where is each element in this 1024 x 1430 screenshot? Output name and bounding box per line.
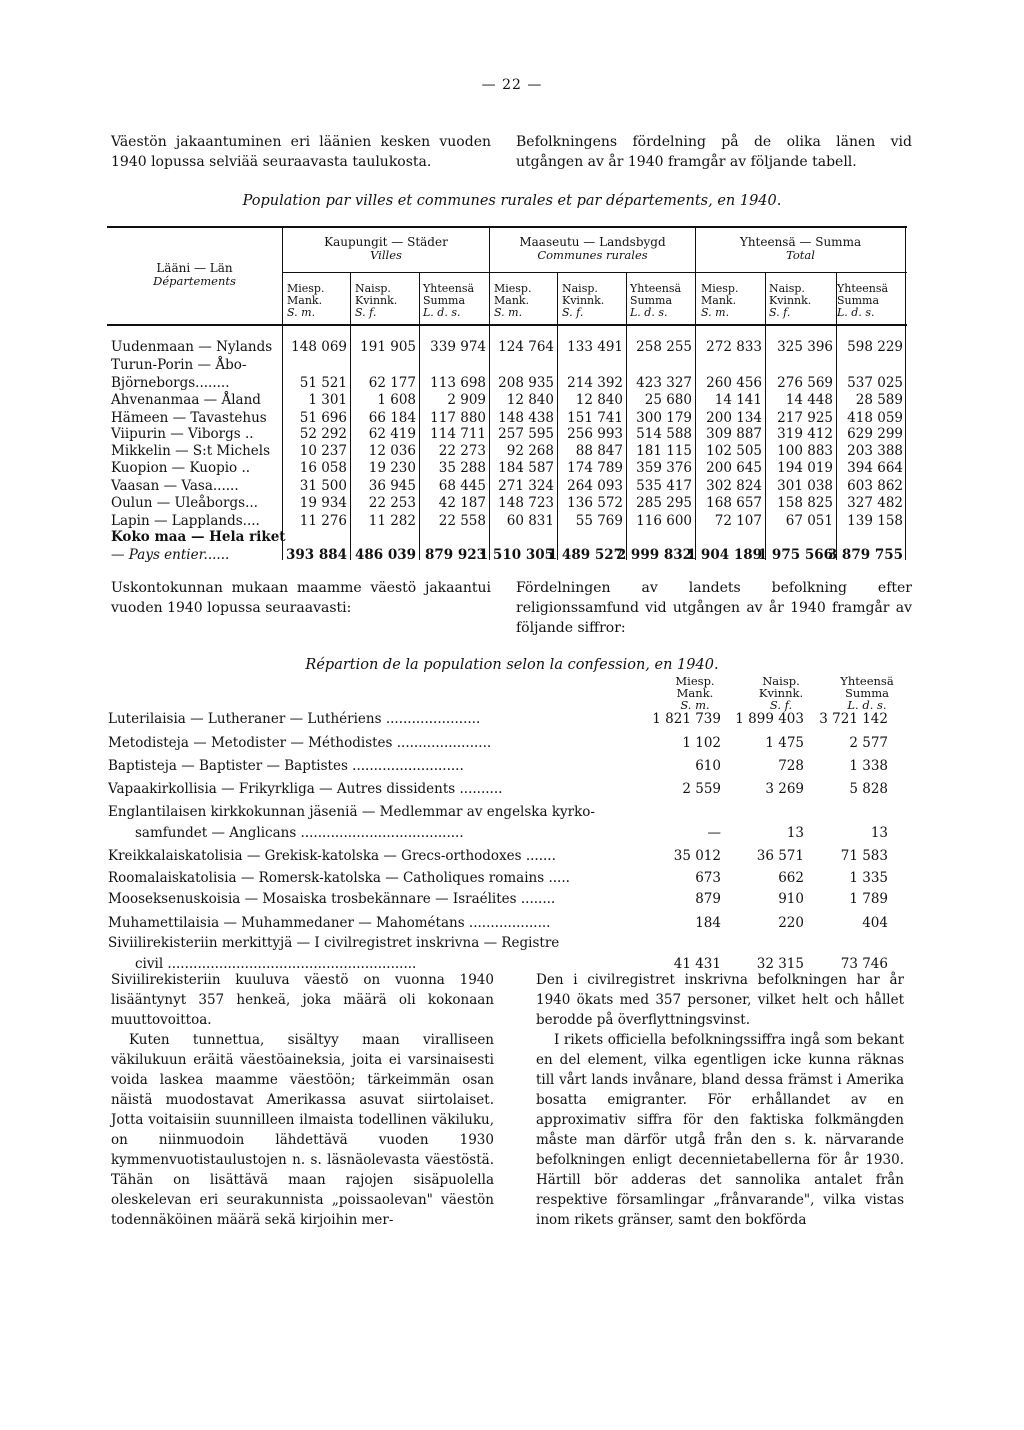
table-cell: 158 825	[777, 495, 833, 511]
cities-header: Kaupungit — Städer Villes	[324, 235, 448, 262]
table-cell: 10 237	[299, 443, 347, 459]
table-cell: 514 588	[636, 426, 692, 442]
subheader-sum: Yhteensä Summa L. d. s.	[630, 282, 682, 319]
table-cell: 14 448	[785, 392, 833, 408]
table-cell: 301 038	[777, 478, 833, 494]
table-cell: 12 036	[368, 443, 416, 459]
religion-cell: 220	[778, 915, 804, 931]
row-label: Turun-Porin — Åbo-	[111, 357, 247, 373]
religion-cell: 910	[778, 891, 804, 907]
table-cell: 258 255	[636, 339, 692, 355]
table-cell: 535 417	[636, 478, 692, 494]
rel-female-header: Naisp. Kvinnk. S. f.	[758, 674, 804, 712]
religion-cell: 3 269	[765, 781, 804, 797]
intro-fi: Väestön jakaantuminen eri läänien kesken vuoden 1940 lopussa selviää seuraavasta taulukosta.	[111, 134, 491, 170]
table-cell: 35 288	[438, 460, 486, 476]
region-header: Lääni — Län Départements	[153, 261, 236, 288]
table-cell: 200 134	[706, 410, 762, 426]
religion-row-label: Baptisteja — Baptister — Baptistes ..........................	[108, 758, 464, 774]
total-header: Yhteensä — Summa Total	[739, 235, 862, 262]
row-label: Mikkelin — S:t Michels	[111, 443, 271, 459]
religion-cell: 32 315	[756, 956, 804, 972]
table-cell: 42 187	[438, 495, 486, 511]
table-cell: 300 179	[636, 410, 692, 426]
table-cell: 68 445	[438, 478, 486, 494]
table-cell: 14 141	[714, 392, 762, 408]
row-label: Koko maa — Hela riket	[111, 529, 286, 545]
religion-row-label: Mooseksenuskoisia — Mosaiska trosbekännare — Israélites ........	[108, 891, 556, 907]
religion-cell: 73 746	[840, 956, 888, 972]
table-cell: 19 230	[368, 460, 416, 476]
table-cell: 214 392	[567, 375, 623, 391]
row-label: Björneborgs........	[111, 375, 230, 391]
rule-header-bottom	[107, 324, 907, 326]
row-label: Oulun — Uleåborgs...	[111, 495, 258, 511]
table-cell: 208 935	[498, 375, 554, 391]
table-cell: 203 388	[847, 443, 903, 459]
table-cell: 256 993	[567, 426, 623, 442]
table-cell: 52 292	[299, 426, 347, 442]
table-cell: 114 711	[430, 426, 486, 442]
religion-cell: 1 335	[849, 870, 888, 886]
table-cell: 72 107	[714, 513, 762, 529]
vrule-4	[905, 228, 906, 560]
body-sv-p2: I rikets officiella befolkningssiffra ingå som bekant en del element, vilka egentligen icke kunna räknas till vårt lands invånare, bland dessa främst i Amerika bosatta emigranter. För erhållandet av en approximativ siffra för den faktiska folkmängden måste man därför utgå från den s. k. närvarande befolkningen enligt decennietabellerna för år 1930. Härtill bör adderas det sannolika antalet från respektive församlingar „frånvarande", vilka vistas inom rikets gränser, samt den bokförda	[536, 1032, 904, 1228]
table-cell: 3 879 755	[827, 547, 903, 563]
body-sv	[536, 970, 904, 1230]
row-label: Hämeen — Tavastehus	[111, 410, 267, 426]
table-cell: 124 764	[498, 339, 554, 355]
table-cell: 271 324	[498, 478, 554, 494]
table-cell: 276 569	[777, 375, 833, 391]
table-cell: 100 883	[777, 443, 833, 459]
table-cell: 60 831	[506, 513, 554, 529]
religion-cell: 5 828	[849, 781, 888, 797]
religion-cell: 1 899 403	[735, 711, 804, 727]
table-cell: 151 741	[567, 410, 623, 426]
subheader-sum: Yhteensä Summa L. d. s.	[423, 282, 475, 319]
table-cell: 31 500	[299, 478, 347, 494]
religion-cell: 184	[695, 915, 721, 931]
rel-male-header: Miesp. Mank. S. m.	[675, 674, 715, 712]
table-cell: 184 587	[498, 460, 554, 476]
table-cell: 217 925	[777, 410, 833, 426]
religion-cell: 404	[862, 915, 888, 931]
religion-cell: —	[707, 825, 721, 841]
table-cell: 62 419	[368, 426, 416, 442]
table-cell: 423 327	[636, 375, 692, 391]
religion-cell: 1 338	[849, 758, 888, 774]
table-cell: 12 840	[575, 392, 623, 408]
religion-cell: 36 571	[756, 848, 804, 864]
subheader-sum: Yhteensä Summa L. d. s.	[837, 282, 889, 319]
table-cell: 285 295	[636, 495, 692, 511]
body-fi	[111, 970, 494, 1230]
row-label: Ahvenanmaa — Åland	[111, 392, 261, 408]
table-cell: 51 696	[299, 410, 347, 426]
religion-cell: 673	[695, 870, 721, 886]
table-cell: 257 595	[498, 426, 554, 442]
religion-cell: 1 789	[849, 891, 888, 907]
religion-row-label: Roomalaiskatolisia — Romersk-katolska — Catholiques romains .....	[108, 870, 570, 886]
religion-cell: 13	[786, 825, 804, 841]
table-cell: 1 510 305	[478, 547, 554, 563]
row-label: Uudenmaan — Nylands	[111, 339, 273, 355]
table-cell: 1 975 566	[757, 547, 833, 563]
religion-row-label: Metodisteja — Metodister — Méthodistes ......................	[108, 735, 492, 751]
religion-row-label: civil ..........................................................	[135, 956, 417, 972]
table-cell: 272 833	[706, 339, 762, 355]
rural-header: Maaseutu — Landsbygd Communes rurales	[519, 235, 666, 262]
subheader-female: Naisp. Kvinnk. S. f.	[769, 282, 812, 319]
subheader-male: Miesp. Mank. S. m.	[494, 282, 532, 319]
table-cell: 116 600	[636, 513, 692, 529]
table-cell: 174 789	[567, 460, 623, 476]
table-cell: 67 051	[785, 513, 833, 529]
table-cell: 264 093	[567, 478, 623, 494]
table-cell: 148 069	[291, 339, 347, 355]
religion-cell: 610	[695, 758, 721, 774]
table-cell: 1 608	[377, 392, 416, 408]
table-cell: 113 698	[430, 375, 486, 391]
religion-cell: 35 012	[673, 848, 721, 864]
table-cell: 66 184	[368, 410, 416, 426]
table-cell: 88 847	[575, 443, 623, 459]
table-cell: 136 572	[567, 495, 623, 511]
table-cell: 339 974	[430, 339, 486, 355]
subheader-female: Naisp. Kvinnk. S. f.	[355, 282, 398, 319]
religion-row-label: Muhamettilaisia — Muhammedaner — Mahométans ...................	[108, 915, 551, 931]
table-cell: 25 680	[644, 392, 692, 408]
table-cell: 309 887	[706, 426, 762, 442]
table-cell: 394 664	[847, 460, 903, 476]
religion-row-label: Kreikkalaiskatolisia — Grekisk-katolska — Grecs-orthodoxes .......	[108, 848, 556, 864]
table-cell: 148 723	[498, 495, 554, 511]
table-cell: 319 412	[777, 426, 833, 442]
table-cell: 629 299	[847, 426, 903, 442]
table-cell: 325 396	[777, 339, 833, 355]
religion-row-label: Vapaakirkollisia — Frikyrkliga — Autres dissidents ..........	[108, 781, 503, 797]
row-label: Lapin — Lapplands....	[111, 513, 260, 529]
table-cell: 359 376	[636, 460, 692, 476]
table-cell: 148 438	[498, 410, 554, 426]
table-cell: 36 945	[368, 478, 416, 494]
religion-cell: 41 431	[673, 956, 721, 972]
table-cell: 51 521	[299, 375, 347, 391]
table-cell: 327 482	[847, 495, 903, 511]
table-cell: 92 268	[506, 443, 554, 459]
table-cell: 2 909	[447, 392, 486, 408]
table-cell: 191 905	[360, 339, 416, 355]
row-label: Kuopion — Kuopio ..	[111, 460, 251, 476]
rule-group	[282, 272, 907, 273]
table-cell: 22 558	[438, 513, 486, 529]
table-cell: 102 505	[706, 443, 762, 459]
table2-caption: Répartion de la population selon la confession, en 1940.	[305, 657, 719, 673]
body-sv-p1: Den i civilregistret inskrivna befolkningen har år 1940 ökats med 357 personer, vilket helt och hållet berodde på överflyttningsvinst.	[536, 972, 904, 1028]
table-cell: 28 589	[855, 392, 903, 408]
table-cell: 133 491	[567, 339, 623, 355]
table-cell: 2 999 832	[616, 547, 692, 563]
religion-cell: 662	[778, 870, 804, 886]
table-cell: 603 862	[847, 478, 903, 494]
table-cell: 537 025	[847, 375, 903, 391]
table-cell: 11 276	[299, 513, 347, 529]
table-cell: 117 880	[430, 410, 486, 426]
table-cell: 62 177	[368, 375, 416, 391]
religion-cell: 3 721 142	[819, 711, 888, 727]
religion-cell: 13	[870, 825, 888, 841]
table-cell: 302 824	[706, 478, 762, 494]
religion-cell: 1 475	[765, 735, 804, 751]
table-cell: 1 301	[308, 392, 347, 408]
religion-cell: 1 102	[682, 735, 721, 751]
table-cell: 393 884	[285, 547, 347, 563]
row-label: — Pays entier......	[111, 547, 230, 563]
rel-sum-header: Yhteensä Summa L. d. s.	[840, 674, 894, 712]
subheader-male: Miesp. Mank. S. m.	[701, 282, 739, 319]
table-cell: 1 904 189	[686, 547, 762, 563]
religion-cell: 1 821 739	[652, 711, 721, 727]
subheader-female: Naisp. Kvinnk. S. f.	[562, 282, 605, 319]
religion-row-label: Englantilaisen kirkkokunnan jäseniä — Medlemmar av engelska kyrko-	[108, 804, 595, 820]
body-fi-p2: Kuten tunnettua, sisältyy maan viralliseen väkilukuun eräitä väestöaineksia, joita ei varsinaisesti voida laskea maamme väestöön; tärkeimmän osan näistä muodostavat Amerikassa asuvat siirtolaiset. Jotta voitaisiin suunnilleen ilmaista todellinen väkiluku, on niinmuodoin lähdettävä vuoden 1930 kymmenvuotistaulustojen n. s. läsnäolevasta väestöstä. Tähän on lisättävä maan rajojen sisäpuolella oleskelevan eri seurakunnista „poissaolevan" väestön todennäköinen määrä sekä kirjoihin mer-	[111, 1032, 494, 1228]
religion-row-label: Siviilirekisteriin merkittyjä — I civilregistret inskrivna — Registre	[108, 935, 560, 951]
table-cell: 418 059	[847, 410, 903, 426]
table-cell: 200 645	[706, 460, 762, 476]
table-cell: 12 840	[506, 392, 554, 408]
table-cell: 260 456	[706, 375, 762, 391]
table-cell: 194 019	[777, 460, 833, 476]
religion-cell: 879	[695, 891, 721, 907]
intro-sv: Befolkningens fördelning på de olika länen vid utgången av år 1940 framgår av följande tabell.	[516, 134, 912, 170]
table-cell: 139 158	[847, 513, 903, 529]
table-cell: 16 058	[299, 460, 347, 476]
table-cell: 22 273	[438, 443, 486, 459]
subheader-male: Miesp. Mank. S. m.	[287, 282, 325, 319]
table-cell: 168 657	[706, 495, 762, 511]
row-label: Viipurin — Viborgs ..	[111, 426, 254, 442]
religion-row-label: samfundet — Anglicans ......................................	[135, 825, 464, 841]
table-cell: 55 769	[575, 513, 623, 529]
table-cell: 19 934	[299, 495, 347, 511]
religion-cell: 2 577	[849, 735, 888, 751]
page-number: — 22 —	[481, 77, 543, 93]
religion-row-label: Luterilaisia — Lutheraner — Luthériens ......................	[108, 711, 481, 727]
religion-intro-sv: Fördelningen av landets befolkning efter religionssamfund vid utgången av år 1940 framgår av följande siffror:	[516, 580, 912, 636]
religion-cell: 2 559	[682, 781, 721, 797]
table1-caption: Population par villes et communes rurales et par départements, en 1940.	[242, 193, 782, 209]
table-cell: 598 229	[847, 339, 903, 355]
body-fi-p1: Siviilirekisteriin kuuluva väestö on vuonna 1940 lisääntynyt 357 henkeä, joka määrä oli kokonaan muuttovoittoa.	[111, 972, 494, 1028]
rule-top	[107, 226, 907, 228]
table-cell: 11 282	[368, 513, 416, 529]
table-cell: 486 039	[354, 547, 416, 563]
table-cell: 22 253	[368, 495, 416, 511]
table-cell: 879 923	[424, 547, 486, 563]
religion-intro-fi: Uskontokunnan mukaan maamme väestö jakaantui vuoden 1940 lopussa seuraavasti:	[111, 580, 491, 616]
religion-cell: 728	[778, 758, 804, 774]
row-label: Vaasan — Vasa......	[111, 478, 239, 494]
table-cell: 1 489 527	[547, 547, 623, 563]
table-cell: 181 115	[636, 443, 692, 459]
religion-cell: 71 583	[840, 848, 888, 864]
